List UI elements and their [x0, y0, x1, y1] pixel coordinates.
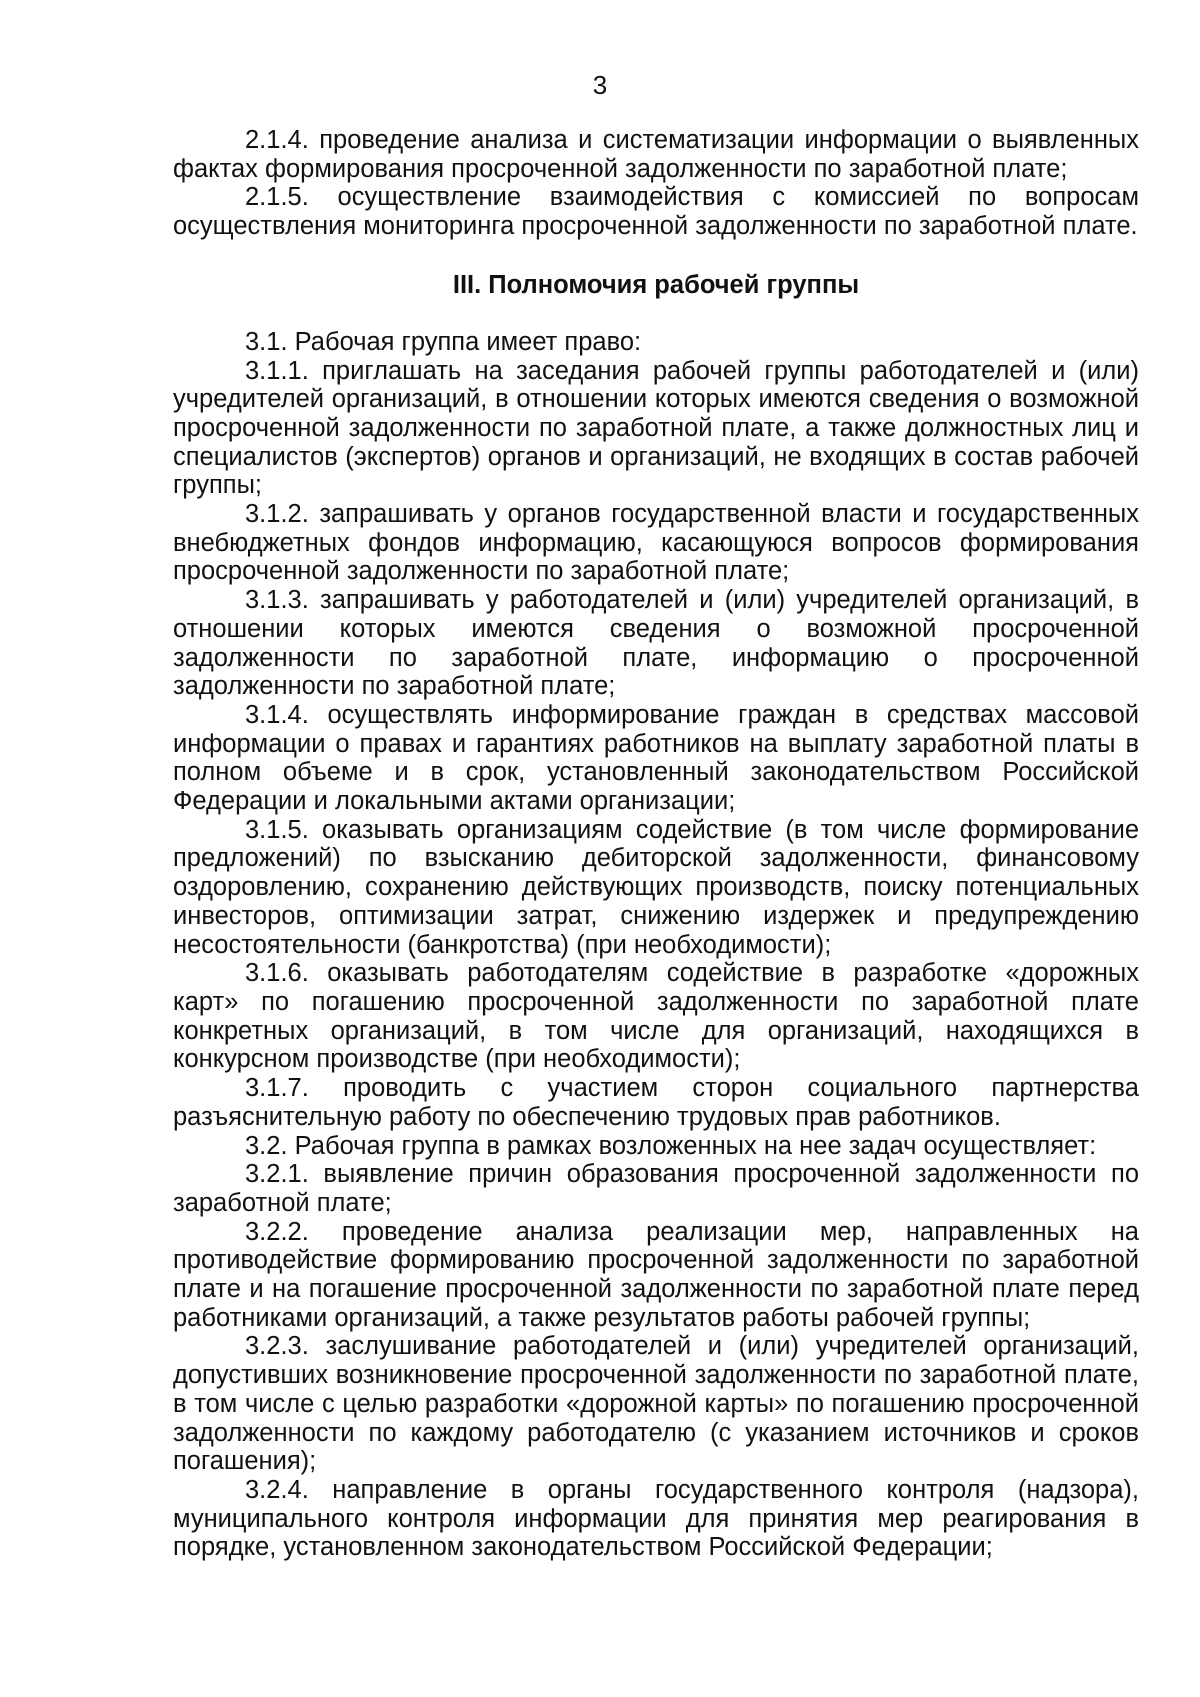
page-number: 3 — [592, 70, 608, 100]
paragraph-3-2-4: 3.2.4. направление в органы государственного контроля (надзора), муниципального контроля информации для принятия мер реагирования в порядке, установленном законодательством Российской Федерации; — [173, 1475, 1139, 1562]
paragraph-3-1-4: 3.1.4. осуществлять информирование граждан в средствах массовой информации о правах и гарантиях работников на выплату заработной платы в полном объеме и в срок, установленный законодательством Российской Федерации и локальными актами организации; — [173, 700, 1139, 816]
paragraph-3-1-6: 3.1.6. оказывать работодателям содействие в разработке «дорожных карт» по погашению просроченной задолженности по заработной плате конкретных организаций, в том числе для организаций, находящихся в конкурсном производстве (при необходимости); — [173, 959, 1139, 1074]
paragraph-3-1-7: 3.1.7. проводить с участием сторон социального партнерства разъяснительную работу по обеспечению трудовых прав работников. — [173, 1074, 1139, 1131]
paragraph-3-1: 3.1. Рабочая группа имеет право: — [245, 327, 642, 356]
paragraph-3-1-3: 3.1.3. запрашивать у работодателей и (или) учредителей организаций, в отношении которых имеются сведения о возможной просроченной задолженности по заработной плате, информацию о просроченной задолженности по заработной плате; — [173, 586, 1139, 701]
paragraph-3-2-2: 3.2.2. проведение анализа реализации мер, направленных на противодействие формированию просроченной задолженности по заработной плате и на погашение просроченной задолженности по заработной плате перед работниками организаций, а также результатов работы рабочей группы; — [173, 1217, 1139, 1332]
paragraph-3-1-5: 3.1.5. оказывать организациям содействие (в том числе формирование предложений) по взысканию дебиторской задолженности, финансовому оздоровлению, сохранению действующих производств, поиску потенциальных инвесторов, оптимизации затрат, снижению издержек и предупреждению несостоятельности (банкротства) (при необходимости); — [173, 815, 1139, 959]
paragraph-3-2-1: 3.2.1. выявление причин образования просроченной задолженности по заработной плате; — [173, 1160, 1139, 1217]
paragraph-3-1-2: 3.1.2. запрашивать у органов государственной власти и государственных внебюджетных фондов информацию, касающуюся вопросов формирования просроченной задолженности по заработной плате; — [173, 500, 1139, 586]
paragraph-2-1-4: 2.1.4. проведение анализа и систематизации информации о выявленных фактах формирования просроченной задолженности по заработной плате; — [173, 126, 1139, 183]
paragraph-2-1-5: 2.1.5. осуществление взаимодействия с комиссией по вопросам осуществления мониторинга просроченной задолженности по заработной плате. — [173, 183, 1139, 241]
document-body — [173, 126, 1139, 1562]
paragraph-3-2-3: 3.2.3. заслушивание работодателей и (или) учредителей организаций, допустивших возникновение просроченной задолженности по заработной плате, в том числе с целью разработки «дорожной карты» по погашению просроченной задолженности по каждому работодателю (с указанием источников и сроков погашения); — [173, 1332, 1139, 1476]
paragraph-3-1-1: 3.1.1. приглашать на заседания рабочей группы работодателей и (или) учредителей организаций, в отношении которых имеются сведения о возможной просроченной задолженности по заработной плате, а также должностных лиц и специалистов (экспертов) органов и организаций, не входящих в состав рабочей группы; — [173, 356, 1139, 500]
paragraph-3-2: 3.2. Рабочая группа в рамках возложенных на нее задач осуществляет: — [245, 1131, 1097, 1160]
section-heading: III. Полномочия рабочей группы — [452, 270, 860, 299]
